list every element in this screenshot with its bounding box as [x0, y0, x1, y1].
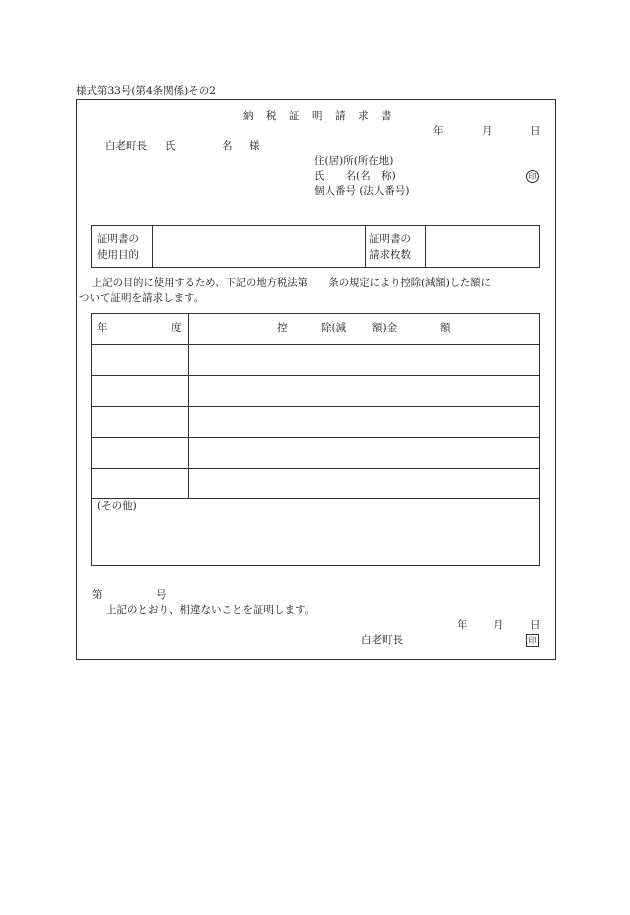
form-title: 納 税 証 明 請 求 書	[243, 110, 393, 122]
addressee-mayor: 白老町長	[105, 140, 147, 152]
col-year-2: 度	[171, 322, 182, 334]
addressee-mei: 名	[222, 140, 233, 152]
table-row	[91, 375, 540, 376]
form-number: 様式第33号(第4条関係)その2	[76, 85, 216, 97]
table-row	[91, 468, 540, 469]
cert-seal: 印	[526, 634, 539, 647]
col-amount-4: 額	[440, 322, 451, 334]
date-month-label: 月	[482, 125, 493, 137]
col-amount-3: 額)金	[372, 322, 398, 334]
applicant-seal: 印	[526, 170, 539, 183]
request-text-line2: ついて証明を請求します。	[79, 292, 205, 304]
cert-dai: 第	[92, 589, 103, 601]
other-label: (その他)	[97, 500, 137, 512]
col-year-1: 年	[97, 322, 108, 334]
cert-statement: 上記のとおり、相違ないことを証明します。	[106, 604, 316, 616]
cert-go: 号	[156, 589, 167, 601]
addressee-sama: 様	[249, 140, 260, 152]
purpose-label-1: 証明書の	[97, 233, 139, 245]
addressee-shi: 氏	[165, 140, 176, 152]
request-text-line1: 上記の目的に使用するため、下記の地方税法第 条の規定により控除(減額)した額に	[92, 277, 491, 289]
name-label: 氏 名(名 称)	[314, 170, 396, 182]
cert-year: 年	[457, 619, 468, 631]
cert-month: 月	[493, 619, 504, 631]
table-row	[91, 437, 540, 438]
address-label: 住(居)所(所在地)	[314, 155, 394, 167]
date-year-label: 年	[433, 125, 444, 137]
purpose-label-2: 使用目的	[97, 249, 139, 261]
date-day-label: 日	[530, 125, 541, 137]
cert-mayor: 白老町長	[361, 634, 403, 646]
col-amount-1: 控	[277, 322, 288, 334]
purpose-box	[91, 225, 540, 268]
personal-number-label: 個人番号 (法人番号)	[314, 185, 410, 197]
count-label-2: 請求枚数	[369, 249, 411, 261]
count-label-1: 証明書の	[369, 233, 411, 245]
other-box	[91, 498, 540, 566]
cert-day: 日	[530, 619, 541, 631]
table-row	[91, 406, 540, 407]
col-amount-2: 除(減	[321, 322, 347, 334]
